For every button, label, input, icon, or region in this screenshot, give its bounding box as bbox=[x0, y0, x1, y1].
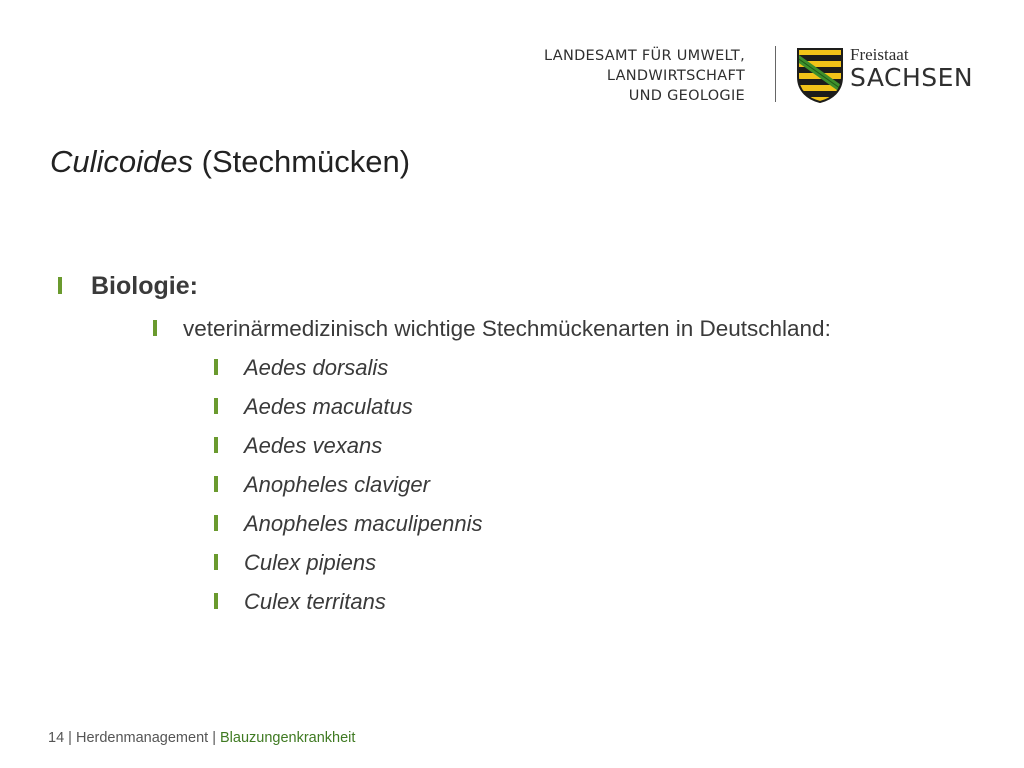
state-small-label: Freistaat bbox=[850, 45, 909, 64]
footer-separator: | bbox=[208, 730, 220, 746]
green-bar-bullet-icon bbox=[214, 515, 218, 531]
species-item bbox=[214, 543, 831, 582]
species-item bbox=[214, 387, 831, 426]
agency-name bbox=[544, 46, 745, 106]
slide-title-rest: (Stechmücken) bbox=[193, 144, 411, 179]
species-item bbox=[214, 504, 831, 543]
species-name: Culex pipiens bbox=[244, 550, 377, 575]
species-item bbox=[214, 582, 831, 621]
bullet-biologie bbox=[58, 268, 831, 621]
footer-separator: | bbox=[64, 730, 76, 746]
bullet-list bbox=[58, 268, 831, 621]
green-bar-bullet-icon bbox=[214, 476, 218, 492]
state-big-label: SACHSEN bbox=[850, 63, 974, 92]
header-logo bbox=[544, 40, 1000, 110]
species-item bbox=[214, 348, 831, 387]
slide-footer bbox=[48, 730, 355, 746]
green-bar-bullet-icon bbox=[214, 359, 218, 375]
species-name: Aedes vexans bbox=[244, 433, 383, 458]
green-bar-bullet-icon bbox=[153, 320, 157, 336]
agency-line-3: UND GEOLOGIE bbox=[628, 88, 745, 104]
slide-title bbox=[50, 144, 410, 180]
green-bar-bullet-icon bbox=[58, 277, 62, 294]
green-bar-bullet-icon bbox=[214, 398, 218, 414]
state-name bbox=[850, 46, 973, 92]
sub-list-level-2 bbox=[91, 314, 831, 621]
agency-line-1: LANDESAMT FÜR UMWELT, bbox=[544, 48, 745, 64]
species-name: Culex territans bbox=[244, 589, 386, 614]
species-item bbox=[214, 465, 831, 504]
species-item bbox=[214, 426, 831, 465]
species-list bbox=[183, 348, 831, 621]
species-name: Aedes maculatus bbox=[244, 394, 413, 419]
footer-topic: Blauzungenkrankheit bbox=[220, 730, 356, 746]
logo-divider bbox=[775, 46, 776, 102]
green-bar-bullet-icon bbox=[214, 593, 218, 609]
slide-title-italic: Culicoides bbox=[50, 144, 194, 179]
footer-section: Herdenmanagement bbox=[75, 730, 209, 746]
species-name: Aedes dorsalis bbox=[244, 355, 389, 380]
species-name: Anopheles maculipennis bbox=[244, 511, 483, 536]
green-bar-bullet-icon bbox=[214, 437, 218, 453]
bullet-biologie-text: Biologie: bbox=[91, 272, 198, 300]
saxony-coat-of-arms-icon bbox=[796, 47, 844, 103]
agency-line-2: LANDWIRTSCHAFT bbox=[606, 68, 745, 84]
species-name: Anopheles claviger bbox=[244, 472, 430, 497]
bullet-species-intro bbox=[153, 314, 831, 621]
bullet-species-intro-text: veterinärmedizinisch wichtige Stechmückenarten in Deutschland: bbox=[183, 316, 831, 341]
green-bar-bullet-icon bbox=[214, 554, 218, 570]
page-number: 14 bbox=[48, 730, 65, 746]
